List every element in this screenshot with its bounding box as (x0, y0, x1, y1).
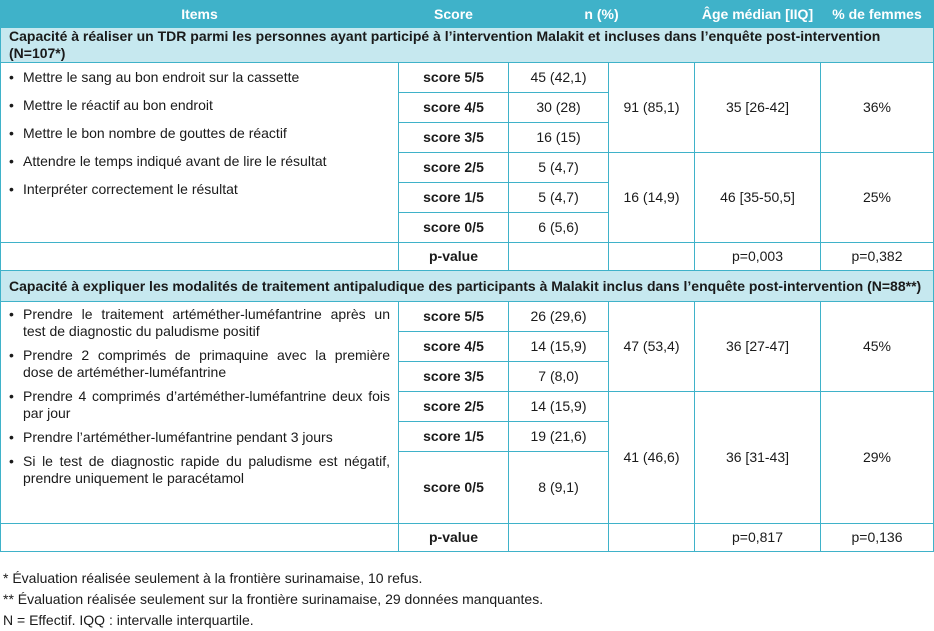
list-item: • Prendre l’artéméther-luméfantrine pendant 3 jours (9, 429, 333, 445)
group-women-cell: 25% (821, 153, 934, 243)
n-cell: 7 (8,0) (509, 362, 609, 392)
pvalue-women: p=0,382 (821, 243, 934, 271)
score-cell: score 5/5 (399, 302, 509, 332)
list-item: • Si le test de diagnostic rapide du paludisme est négatif, prendre uniquement le paracétamol (9, 453, 390, 486)
n-cell: 14 (15,9) (509, 392, 609, 422)
n-cell: 5 (4,7) (509, 183, 609, 213)
n-cell: 6 (5,6) (509, 213, 609, 243)
list-item: • Prendre 4 comprimés d’artéméther-luméfantrine deux fois par jour (9, 388, 390, 421)
section2-title: Capacité à expliquer les modalités de traitement antipaludique des participants à Malakit inclus dans l’enquête post-intervention (N=88**) (1, 271, 934, 302)
section2-title-row (1, 271, 934, 302)
score-cell: score 1/5 (399, 422, 509, 452)
pvalue-women: p=0,136 (821, 524, 934, 552)
pvalue-label: p-value (399, 524, 509, 552)
list-item: • Interpréter correctement le résultat (9, 181, 238, 197)
header-items: Items (1, 1, 399, 28)
n-cell: 45 (42,1) (509, 63, 609, 93)
n-cell: 8 (9,1) (509, 452, 609, 524)
group-women-cell: 36% (821, 63, 934, 153)
pvalue-row (1, 243, 934, 271)
group-women-cell: 29% (821, 392, 934, 524)
score-cell: score 2/5 (399, 392, 509, 422)
score-cell: score 4/5 (399, 93, 509, 123)
list-item: • Mettre le réactif au bon endroit (9, 97, 213, 113)
group-total-cell: 41 (46,6) (609, 392, 695, 524)
footnote: N = Effectif. IQQ : intervalle interquartile. (3, 612, 254, 628)
section2-items (1, 302, 399, 524)
score-cell: score 5/5 (399, 63, 509, 93)
group-age-cell: 36 [31-43] (695, 392, 821, 524)
n-cell: 19 (21,6) (509, 422, 609, 452)
n-cell: 14 (15,9) (509, 332, 609, 362)
n-cell: 26 (29,6) (509, 302, 609, 332)
list-item: • Mettre le sang au bon endroit sur la cassette (9, 69, 300, 85)
list-item: • Prendre 2 comprimés de primaquine avec la première dose de artéméther-luméfantrine (9, 347, 390, 380)
header-age: Âge médian [IIQ] (695, 1, 821, 28)
table-row (1, 302, 934, 332)
group-total-cell: 47 (53,4) (609, 302, 695, 392)
list-item: • Attendre le temps indiqué avant de lire le résultat (9, 153, 327, 169)
list-item: • Prendre le traitement artéméther-luméfantrine après un test de diagnostic du paludisme positif (9, 306, 390, 339)
pvalue-row (1, 524, 934, 552)
footnote: * Évaluation réalisée seulement à la frontière surinamaise, 10 refus. (3, 570, 423, 586)
n-cell: 5 (4,7) (509, 153, 609, 183)
score-cell: score 0/5 (399, 213, 509, 243)
table-row (1, 63, 934, 93)
footnote: ** Évaluation réalisée seulement sur la frontière surinamaise, 29 données manquantes. (3, 591, 544, 607)
pvalue-age: p=0,817 (695, 524, 821, 552)
list-item: • Mettre le bon nombre de gouttes de réactif (9, 125, 287, 141)
pvalue-age: p=0,003 (695, 243, 821, 271)
score-cell: score 0/5 (399, 452, 509, 524)
group-women-cell: 45% (821, 302, 934, 392)
score-cell: score 4/5 (399, 332, 509, 362)
header-n: n (%) (509, 1, 695, 28)
score-cell: score 1/5 (399, 183, 509, 213)
header-row (1, 1, 934, 28)
section1-title: Capacité à réaliser un TDR parmi les personnes ayant participé à l’intervention Malakit et incluses dans l’enquête post-intervention (N=107*) (1, 28, 934, 63)
score-cell: score 2/5 (399, 153, 509, 183)
pvalue-label: p-value (399, 243, 509, 271)
group-age-cell: 46 [35-50,5] (695, 153, 821, 243)
group-age-cell: 35 [26-42] (695, 63, 821, 153)
group-total-cell: 16 (14,9) (609, 153, 695, 243)
header-score: Score (399, 1, 509, 28)
header-women: % de femmes (821, 1, 934, 28)
score-cell: score 3/5 (399, 123, 509, 153)
group-age-cell: 36 [27-47] (695, 302, 821, 392)
n-cell: 16 (15) (509, 123, 609, 153)
n-cell: 30 (28) (509, 93, 609, 123)
section1-title-row (1, 28, 934, 63)
score-cell: score 3/5 (399, 362, 509, 392)
group-total-cell: 91 (85,1) (609, 63, 695, 153)
section1-items (1, 63, 399, 243)
footnotes (3, 568, 934, 631)
